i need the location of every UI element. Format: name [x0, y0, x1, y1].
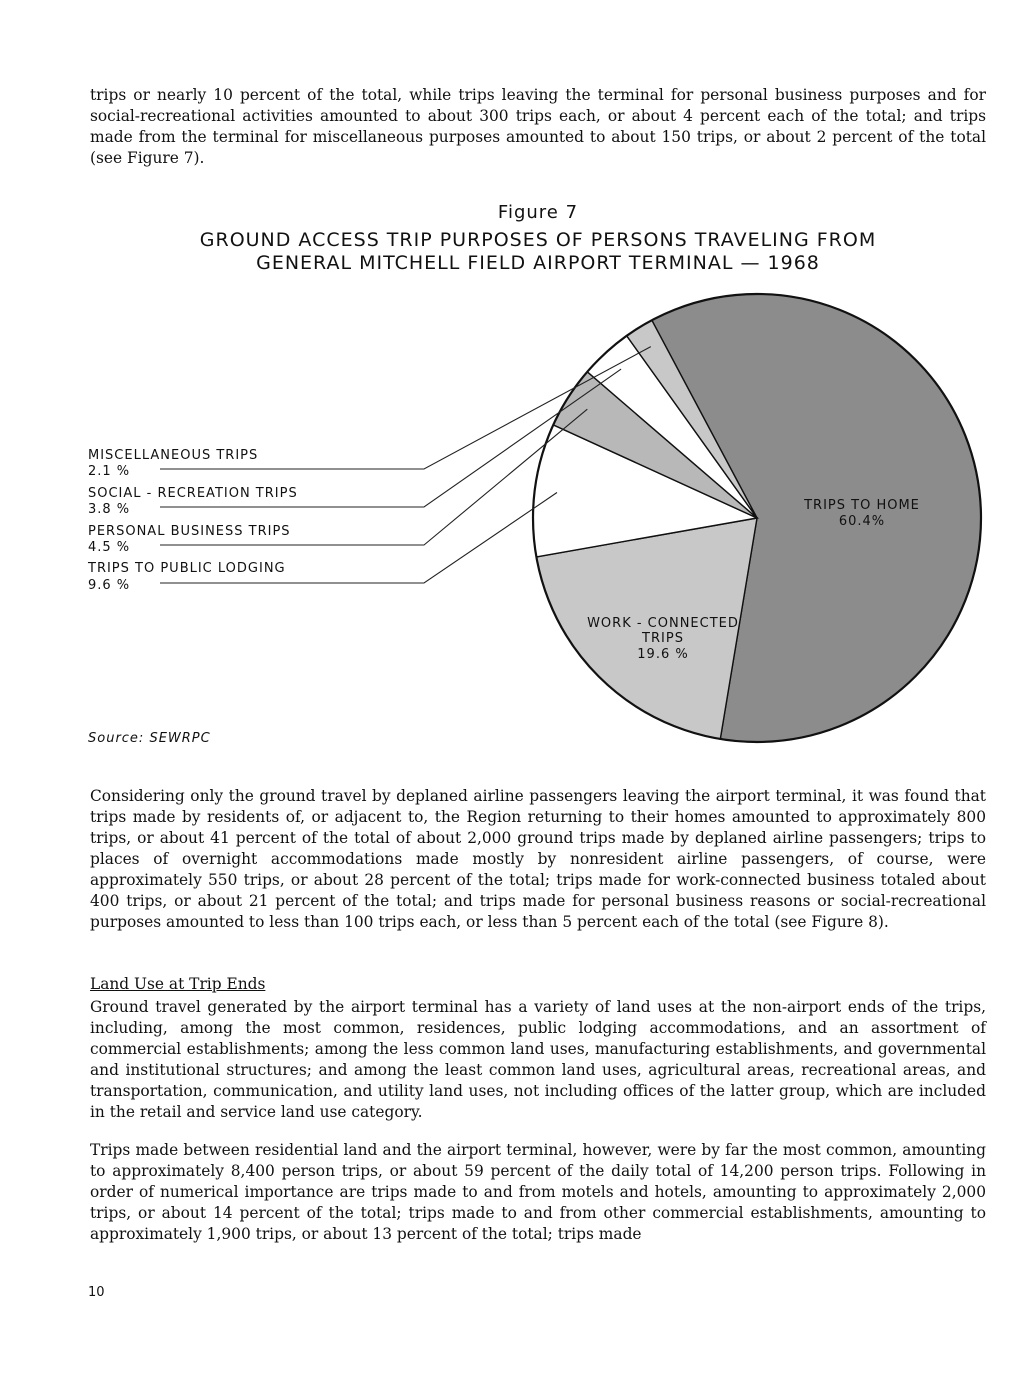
label-personal-name: PERSONAL BUSINESS TRIPS [88, 524, 291, 539]
figure-title-line2: GENERAL MITCHELL FIELD AIRPORT TERMINAL — 1968 [256, 252, 820, 274]
page-number: 10 [88, 1285, 105, 1300]
label-home-value: 60.4% [838, 514, 886, 529]
label-home-name: TRIPS TO HOME [804, 498, 920, 513]
label-misc-value: 2.1 % [88, 464, 131, 479]
label-lodging-name: TRIPS TO PUBLIC LODGING [88, 561, 286, 576]
figure-title-line1: GROUND ACCESS TRIP PURPOSES OF PERSONS TRAVELING FROM [199, 229, 877, 251]
deplaned-paragraph: Considering only the ground travel by deplaned airline passengers leaving the airport terminal, it was found that trips made by residents of, or adjacent to, the Region returning to their homes amounted to approximately 800 trips, or about 41 percent of the total of about 2,000 ground trips made by deplaned airline passengers; trips to places of overnight accommodations made mostly by nonresident airline passengers, of course, were approximately 550 trips, or about 28 percent of the total; trips made for work-connected business totaled about 400 trips, or about 21 percent of the total; and trips made for personal business reasons or social-recreational purposes amounted to less than 100 trips each, or less than 5 percent each of the total (see Figure 8). [90, 787, 986, 931]
label-social-name: SOCIAL - RECREATION TRIPS [88, 486, 298, 501]
label-misc-name: MISCELLANEOUS TRIPS [88, 448, 259, 463]
chart-source: Source: SEWRPC [88, 731, 211, 746]
label-social-value: 3.8 % [88, 502, 131, 517]
residential-paragraph: Trips made between residential land and the airport terminal, however, were by far the most common, amounting to approximately 8,400 person trips, or about 59 percent of the daily total of 14,200 person trips. Following in order of numerical importance are trips made to and from motels and hotels, amounting to approximately 2,000 trips, or about 14 percent of the total; trips made to and from other commercial establishments, amounting to approximately 1,900 trips, or about 13 percent of the total; trips made [90, 1141, 986, 1243]
label-personal-value: 4.5 % [88, 540, 131, 555]
label-work-value: 19.6 % [637, 647, 689, 662]
figure-label: Figure 7 [497, 202, 579, 223]
label-lodging-value: 9.6 % [88, 578, 131, 593]
label-work-name: WORK - CONNECTED [587, 616, 739, 631]
intro-paragraph: trips or nearly 10 percent of the total, while trips leaving the terminal for personal business purposes and for social-recreational activities amounted to about 300 trips each, or about 4 percent each of the total; and trips made from the terminal for miscellaneous purposes amounted to about 150 trips, or about 2 percent of the total (see Figure 7). [90, 86, 986, 167]
label-work-name2: TRIPS [642, 631, 684, 646]
land-use-paragraph: Ground travel generated by the airport terminal has a variety of land uses at the non-airport ends of the trips, including, among the most common, residences, public lodging accommodations, and an assortment of commercial establishments; among the less common land uses, manufacturing establishments, and governmental and institutional structures; and among the least common land uses, agricultural areas, recreational areas, and transportation, communication, and utility land uses, not including offices of the latter group, which are included in the retail and service land use category. [90, 998, 986, 1121]
section-heading: Land Use at Trip Ends [90, 975, 266, 993]
